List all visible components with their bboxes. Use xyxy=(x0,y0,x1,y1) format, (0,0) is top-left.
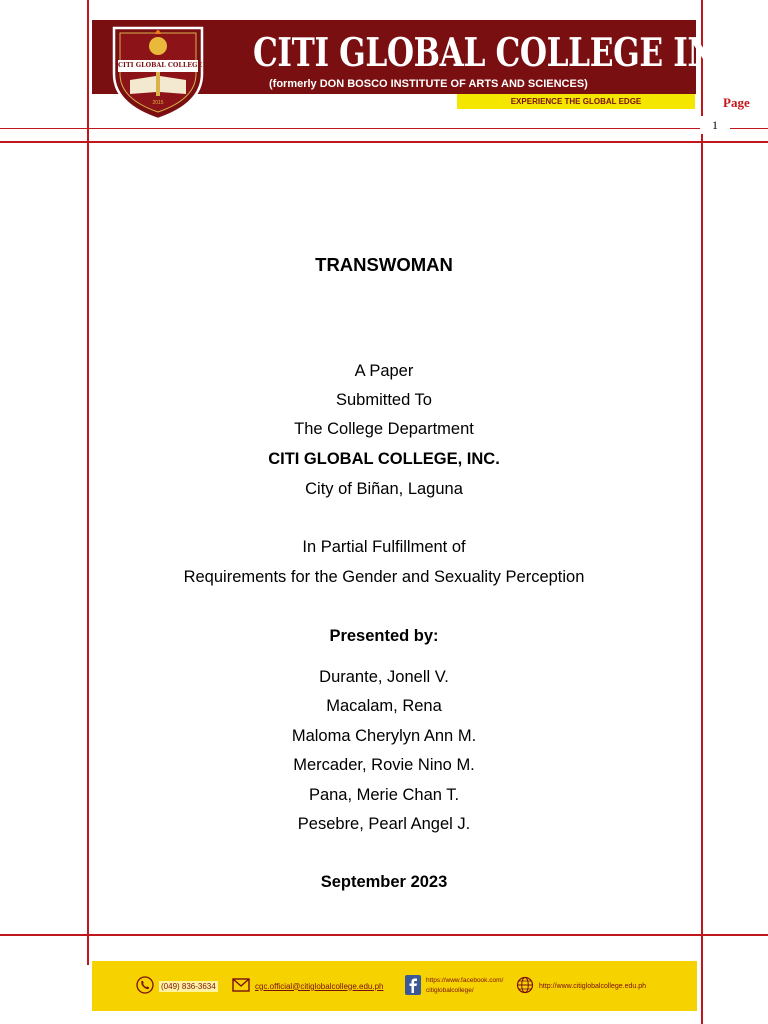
fulfillment-line-1: In Partial Fulfillment of xyxy=(302,538,466,556)
page-label: Page xyxy=(723,95,750,110)
intro-line-1: A Paper xyxy=(354,362,414,380)
globe-icon xyxy=(516,976,534,996)
author-name: Pana, Merie Chan T. xyxy=(308,786,460,804)
footer-website-text[interactable]: http://www.citiglobalcollege.edu.ph xyxy=(539,982,647,990)
footer-website xyxy=(516,961,646,1011)
email-icon xyxy=(232,978,250,994)
frame-top-line-2 xyxy=(0,141,768,143)
phone-icon xyxy=(136,976,154,996)
fulfillment-line-2: Requirements for the Gender and Sexuality Perception xyxy=(183,568,585,586)
institution-location: City of Biñan, Laguna xyxy=(305,480,463,498)
author-name: Macalam, Rena xyxy=(326,697,442,715)
footer-phone-text: (049) 836-3634 xyxy=(161,981,216,991)
footer-facebook xyxy=(405,961,503,1011)
college-title: CITI GLOBAL COLLEGE INC. xyxy=(253,30,750,76)
footer-facebook-text[interactable] xyxy=(426,976,503,996)
footer-facebook-line-1: https://www.facebook.com/ xyxy=(426,977,504,984)
frame-top-line-1 xyxy=(0,128,768,129)
college-former-name: (formerly DON BOSCO INSTITUTE OF ARTS AND SCIENCES) xyxy=(269,78,588,90)
institution-name: CITI GLOBAL COLLEGE, INC. xyxy=(268,450,500,468)
intro-line-2: Submitted To xyxy=(335,391,432,409)
footer-phone xyxy=(136,961,218,1011)
intro-line-3: The College Department xyxy=(294,420,474,438)
presented-by-heading: Presented by: xyxy=(329,627,439,645)
footer-email xyxy=(232,961,384,1011)
footer-email-text[interactable]: cgc.official@citiglobalcollege.edu.ph xyxy=(255,981,384,991)
frame-bottom-line xyxy=(0,934,768,936)
paper-title: TRANSWOMAN xyxy=(315,254,453,275)
frame-right-line xyxy=(701,0,703,1024)
author-name: Mercader, Rovie Nino M. xyxy=(293,756,475,774)
author-name: Durante, Jonell V. xyxy=(319,668,449,686)
footer-facebook-line-2: citiglobalcollege/ xyxy=(426,987,474,994)
college-logo xyxy=(108,22,208,122)
logo-year: 2015 xyxy=(152,100,164,106)
footer-contact-bar xyxy=(92,961,697,1011)
college-tagline: EXPERIENCE THE GLOBAL EDGE xyxy=(457,94,695,109)
facebook-icon xyxy=(405,975,421,997)
author-name: Maloma Cherylyn Ann M. xyxy=(291,727,477,745)
page-number: 1 xyxy=(700,116,730,134)
logo-text: CITI GLOBAL COLLEGE xyxy=(118,62,203,69)
author-name: Pesebre, Pearl Angel J. xyxy=(297,815,471,833)
submission-date: September 2023 xyxy=(320,873,448,891)
